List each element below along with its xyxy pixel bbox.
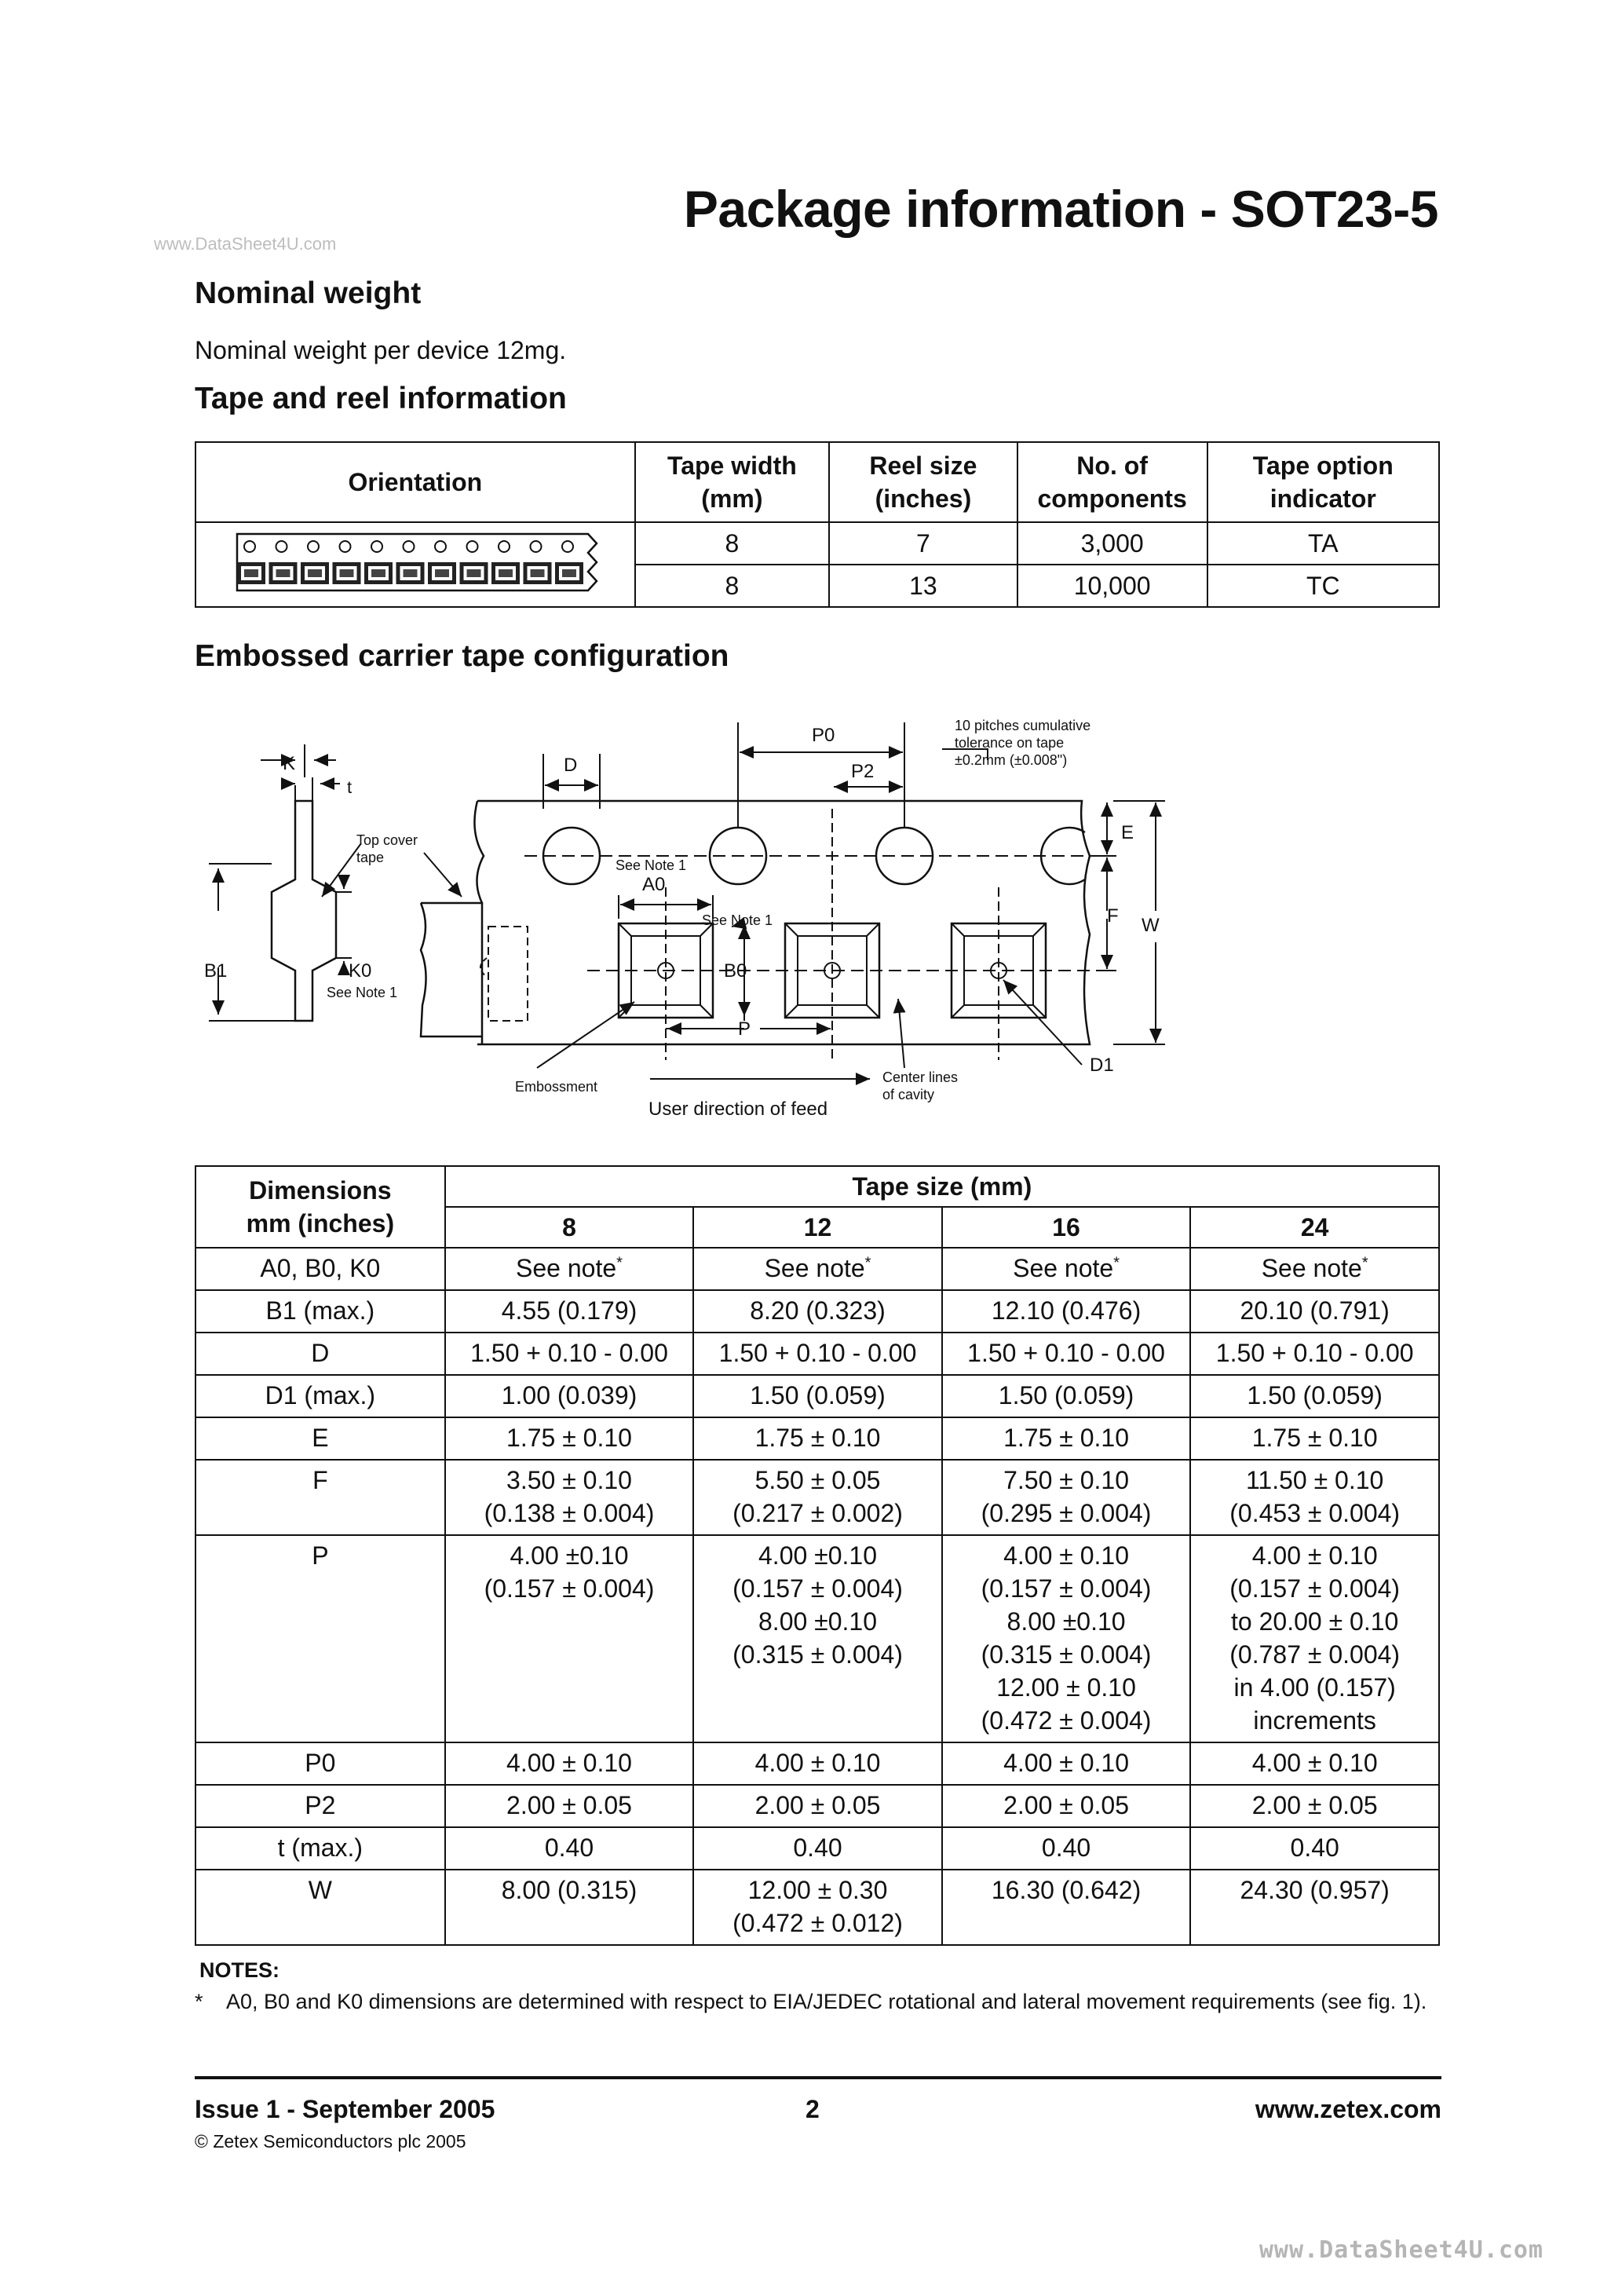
size-12: 12 <box>693 1207 942 1248</box>
table-row <box>195 522 1439 565</box>
dim-value: 12.00 ± 0.30 <box>747 1876 888 1904</box>
dim-cell <box>942 1248 1191 1290</box>
watermark-bottom: www.DataSheet4U.com <box>1259 2236 1543 2264</box>
header-dimensions: Dimensions mm (inches) <box>195 1166 445 1248</box>
dim-value: (0.472 ± 0.004) <box>981 1706 1152 1735</box>
dim-cell <box>1190 1375 1439 1417</box>
note-1 <box>195 1987 1443 2016</box>
dim-cell <box>693 1248 942 1290</box>
nominal-weight-text: Nominal weight per device 12mg. <box>195 336 567 364</box>
label-see-note-b0: See Note 1 <box>702 912 773 928</box>
footer-website: www.zetex.com <box>1255 2095 1441 2123</box>
dim-cell <box>942 1785 1191 1827</box>
dim-cell <box>693 1535 942 1742</box>
dim-value: 4.00 ± 0.10 <box>1003 1541 1129 1570</box>
table-row <box>195 1535 1439 1742</box>
row2-count: 10,000 <box>1017 565 1207 607</box>
dim-value: 2.00 ± 0.05 <box>506 1791 632 1819</box>
label-pitch-2: tolerance on tape <box>955 735 1065 751</box>
dim-value: 1.75 ± 0.10 <box>754 1424 881 1452</box>
table-row <box>195 1290 1439 1333</box>
dim-name: E <box>195 1417 445 1460</box>
dim-value: 12.00 ± 0.10 <box>996 1673 1136 1702</box>
label-center-2: of cavity <box>882 1087 935 1102</box>
dim-value: 1.75 ± 0.10 <box>1251 1424 1378 1452</box>
dim-value: 0.40 <box>1041 1834 1091 1862</box>
row2-reel: 13 <box>829 565 1017 607</box>
dim-value: 8.20 (0.323) <box>750 1296 886 1325</box>
dim-value: 8.00 ±0.10 <box>1006 1607 1126 1636</box>
row2-width: 8 <box>635 565 829 607</box>
label-top-cover-1: Top cover <box>356 832 418 848</box>
dim-cell <box>1190 1827 1439 1870</box>
table-row <box>195 1460 1439 1535</box>
dim-value: 1.50 + 0.10 - 0.00 <box>1215 1339 1414 1367</box>
dim-cell <box>942 1742 1191 1785</box>
dim-value: 1.50 + 0.10 - 0.00 <box>718 1339 917 1367</box>
orientation-image <box>195 522 635 607</box>
tape-reel-table <box>195 441 1440 608</box>
dim-value: 1.50 (0.059) <box>750 1381 886 1409</box>
dim-value: 12.10 (0.476) <box>991 1296 1142 1325</box>
embossed-heading: Embossed carrier tape configuration <box>195 639 729 673</box>
dim-value: 2.00 ± 0.05 <box>754 1791 881 1819</box>
device-cell <box>301 562 329 584</box>
label-see-note-a0: See Note 1 <box>616 857 687 873</box>
dim-cell <box>1190 1248 1439 1290</box>
sprocket-hole <box>435 541 446 552</box>
sprocket-hole <box>244 541 255 552</box>
header-components: No. of components <box>1017 442 1207 522</box>
dimensions-table <box>195 1165 1440 1946</box>
dim-value: 4.00 ± 0.10 <box>506 1749 632 1777</box>
dim-value: (0.157 ± 0.004) <box>1229 1574 1401 1603</box>
watermark-top: www.DataSheet4U.com <box>154 234 337 254</box>
dim-value: (0.138 ± 0.004) <box>484 1499 655 1527</box>
dim-value: 4.00 ± 0.10 <box>1003 1749 1129 1777</box>
dim-value: 0.40 <box>793 1834 842 1862</box>
dim-cell <box>693 1417 942 1460</box>
dim-cell <box>942 1333 1191 1375</box>
footer-rule <box>195 2076 1441 2079</box>
dim-cell <box>445 1290 694 1333</box>
dim-value: 1.75 ± 0.10 <box>506 1424 632 1452</box>
dim-cell <box>693 1375 942 1417</box>
note-1-text: A0, B0 and K0 dimensions are determined with respect to EIA/JEDEC rotational and lateral movement requirements (see fig. 1). <box>226 1990 1427 2013</box>
dim-value: 1.75 ± 0.10 <box>1003 1424 1129 1452</box>
dim-value: 11.50 ± 0.10 <box>1245 1466 1384 1494</box>
dim-value: (0.787 ± 0.004) <box>1229 1640 1401 1669</box>
dim-cell <box>445 1248 694 1290</box>
table-row <box>195 1248 1439 1290</box>
dim-cell <box>1190 1535 1439 1742</box>
dim-value: See note* <box>1261 1254 1368 1282</box>
sprocket-hole <box>403 541 414 552</box>
label-t: t <box>347 777 353 797</box>
dim-cell <box>1190 1417 1439 1460</box>
dim-name: D <box>195 1333 445 1375</box>
device-cell <box>364 562 393 584</box>
dim-value: 3.50 ± 0.10 <box>506 1466 632 1494</box>
row1-count: 3,000 <box>1017 522 1207 565</box>
dim-value: 8.00 (0.315) <box>501 1876 637 1904</box>
label-p2: P2 <box>851 761 875 782</box>
dim-value: See note* <box>1013 1254 1120 1282</box>
header-tape-size: Tape size (mm) <box>445 1166 1439 1207</box>
tape-reel-heading: Tape and reel information <box>195 382 567 415</box>
size-24: 24 <box>1190 1207 1439 1248</box>
dim-cell <box>1190 1460 1439 1535</box>
device-cell <box>428 562 456 584</box>
label-feed: User direction of feed <box>648 1099 828 1120</box>
sprocket-hole <box>466 541 477 552</box>
header-option: Tape option indicator <box>1207 442 1439 522</box>
label-pitch-1: 10 pitches cumulative <box>955 718 1091 733</box>
dim-value: 8.00 ±0.10 <box>758 1607 878 1636</box>
dim-value: See note* <box>764 1254 871 1282</box>
device-cell <box>332 562 360 584</box>
dim-cell <box>942 1535 1191 1742</box>
dim-value: (0.157 ± 0.004) <box>484 1574 655 1603</box>
dim-cell <box>942 1827 1191 1870</box>
table-row <box>195 1785 1439 1827</box>
label-p: P <box>738 1018 751 1040</box>
dim-name: B1 (max.) <box>195 1290 445 1333</box>
label-p0: P0 <box>812 725 835 746</box>
dim-cell <box>942 1290 1191 1333</box>
device-cell <box>459 562 488 584</box>
label-pitch-3: ±0.2mm (±0.008") <box>955 752 1068 768</box>
dim-value: 1.50 (0.059) <box>1247 1381 1383 1409</box>
label-d1: D1 <box>1090 1055 1114 1076</box>
device-cell <box>237 562 265 584</box>
dim-cell <box>445 1535 694 1742</box>
tape-orientation-icon <box>231 529 600 594</box>
header-orientation: Orientation <box>195 442 635 522</box>
footer-issue: Issue 1 - September 2005 <box>195 2095 495 2123</box>
table-row <box>195 1333 1439 1375</box>
dim-value: 0.40 <box>544 1834 594 1862</box>
table-row <box>195 1870 1439 1945</box>
dim-value: 16.30 (0.642) <box>991 1876 1142 1904</box>
dim-value: (0.157 ± 0.004) <box>732 1574 903 1603</box>
dim-value: 4.00 ± 0.10 <box>1251 1749 1378 1777</box>
dim-value: (0.315 ± 0.004) <box>732 1640 903 1669</box>
dim-name: t (max.) <box>195 1827 445 1870</box>
dim-value: 24.30 (0.957) <box>1240 1876 1390 1904</box>
sprocket-hole <box>308 541 319 552</box>
nominal-weight-heading: Nominal weight <box>195 276 422 310</box>
label-top-cover-2: tape <box>356 850 385 865</box>
label-k: K <box>283 753 296 774</box>
dim-cell <box>1190 1870 1439 1945</box>
sprocket-hole <box>276 541 287 552</box>
label-see-note-k0: See Note 1 <box>327 985 398 1000</box>
dim-cell <box>445 1742 694 1785</box>
dim-cell <box>445 1333 694 1375</box>
top-view <box>421 722 1165 1079</box>
tape-reel-header-row <box>195 442 1439 522</box>
dim-value: to 20.00 ± 0.10 <box>1231 1607 1399 1636</box>
dim-value: 7.50 ± 0.10 <box>1003 1466 1129 1494</box>
dim-value: 2.00 ± 0.05 <box>1251 1791 1378 1819</box>
side-view <box>209 744 361 1021</box>
table-row <box>195 1742 1439 1785</box>
dim-cell <box>1190 1785 1439 1827</box>
device-cell <box>269 562 297 584</box>
dim-value: 4.00 ± 0.10 <box>754 1749 881 1777</box>
page-title: Package information - SOT23-5 <box>683 180 1438 238</box>
row2-indicator: TC <box>1207 565 1439 607</box>
dim-cell <box>1190 1290 1439 1333</box>
dim-cell <box>1190 1742 1439 1785</box>
dim-cell <box>693 1333 942 1375</box>
device-cell <box>555 562 583 584</box>
header-reel-size: Reel size (inches) <box>829 442 1017 522</box>
dim-value: (0.217 ± 0.002) <box>732 1499 903 1527</box>
dim-value: in 4.00 (0.157) <box>1233 1673 1396 1702</box>
table-row <box>195 1375 1439 1417</box>
dim-value: 4.00 ±0.10 <box>510 1541 629 1570</box>
dim-value: 2.00 ± 0.05 <box>1003 1791 1129 1819</box>
dim-cell <box>693 1742 942 1785</box>
note-marker: * <box>195 1990 203 2013</box>
label-b1: B1 <box>204 960 228 982</box>
device-cell <box>396 562 424 584</box>
dim-value: (0.157 ± 0.004) <box>981 1574 1152 1603</box>
dim-cell <box>693 1785 942 1827</box>
dim-cell <box>942 1375 1191 1417</box>
dim-cell <box>445 1827 694 1870</box>
label-f: F <box>1107 905 1119 927</box>
dim-cell <box>445 1460 694 1535</box>
footer-copyright: © Zetex Semiconductors plc 2005 <box>195 2131 466 2152</box>
dim-cell <box>1190 1333 1439 1375</box>
dim-name: P0 <box>195 1742 445 1785</box>
sprocket-hole <box>530 541 541 552</box>
header-tape-width: Tape width (mm) <box>635 442 829 522</box>
dim-value: 5.50 ± 0.05 <box>754 1466 881 1494</box>
label-embossment: Embossment <box>515 1079 598 1095</box>
table-row <box>195 1417 1439 1460</box>
dim-value: 1.00 (0.039) <box>501 1381 637 1409</box>
dim-value: (0.453 ± 0.004) <box>1229 1499 1401 1527</box>
sprocket-hole <box>562 541 573 552</box>
footer-page-number: 2 <box>806 2095 820 2123</box>
dim-name: P <box>195 1535 445 1742</box>
dim-value: 4.00 ± 0.10 <box>1251 1541 1378 1570</box>
notes-heading: NOTES: <box>199 1958 280 1982</box>
dim-cell <box>693 1870 942 1945</box>
dim-name: A0, B0, K0 <box>195 1248 445 1290</box>
dims-header-row <box>195 1166 1439 1207</box>
dim-cell <box>445 1375 694 1417</box>
dim-value: 20.10 (0.791) <box>1240 1296 1390 1325</box>
dim-cell <box>445 1417 694 1460</box>
dim-name: P2 <box>195 1785 445 1827</box>
label-center-1: Center lines <box>882 1069 959 1085</box>
dim-name: F <box>195 1460 445 1535</box>
dim-cell <box>693 1827 942 1870</box>
table-row <box>195 1827 1439 1870</box>
size-8: 8 <box>445 1207 694 1248</box>
carrier-tape-diagram <box>195 691 1184 1131</box>
dim-value: 4.00 ±0.10 <box>758 1541 878 1570</box>
dim-value: 0.40 <box>1290 1834 1339 1862</box>
label-e: E <box>1121 822 1134 843</box>
dim-cell <box>693 1460 942 1535</box>
dim-cell <box>942 1870 1191 1945</box>
dim-value: (0.295 ± 0.004) <box>981 1499 1152 1527</box>
sprocket-hole <box>339 541 350 552</box>
row1-width: 8 <box>635 522 829 565</box>
device-cell <box>523 562 551 584</box>
size-16: 16 <box>942 1207 1191 1248</box>
label-k0: K0 <box>349 960 372 982</box>
dim-cell <box>445 1870 694 1945</box>
device-cell <box>491 562 520 584</box>
dim-value: increments <box>1253 1706 1376 1735</box>
dim-cell <box>942 1417 1191 1460</box>
dim-name: W <box>195 1870 445 1945</box>
dim-value: 1.50 + 0.10 - 0.00 <box>967 1339 1165 1367</box>
dim-cell <box>942 1460 1191 1535</box>
label-a0: A0 <box>642 874 666 895</box>
dim-cell <box>693 1290 942 1333</box>
dim-cell <box>445 1785 694 1827</box>
label-b0: B0 <box>724 960 747 982</box>
dim-value: 4.55 (0.179) <box>501 1296 637 1325</box>
sprocket-hole <box>371 541 382 552</box>
dim-value: 1.50 + 0.10 - 0.00 <box>470 1339 668 1367</box>
label-w: W <box>1142 915 1160 936</box>
dim-name: D1 (max.) <box>195 1375 445 1417</box>
label-d: D <box>564 755 578 776</box>
dim-value: See note* <box>516 1254 623 1282</box>
dim-value: 1.50 (0.059) <box>998 1381 1134 1409</box>
row1-reel: 7 <box>829 522 1017 565</box>
dim-value: (0.315 ± 0.004) <box>981 1640 1152 1669</box>
row1-indicator: TA <box>1207 522 1439 565</box>
dim-value: (0.472 ± 0.012) <box>732 1909 903 1937</box>
sprocket-hole <box>499 541 510 552</box>
